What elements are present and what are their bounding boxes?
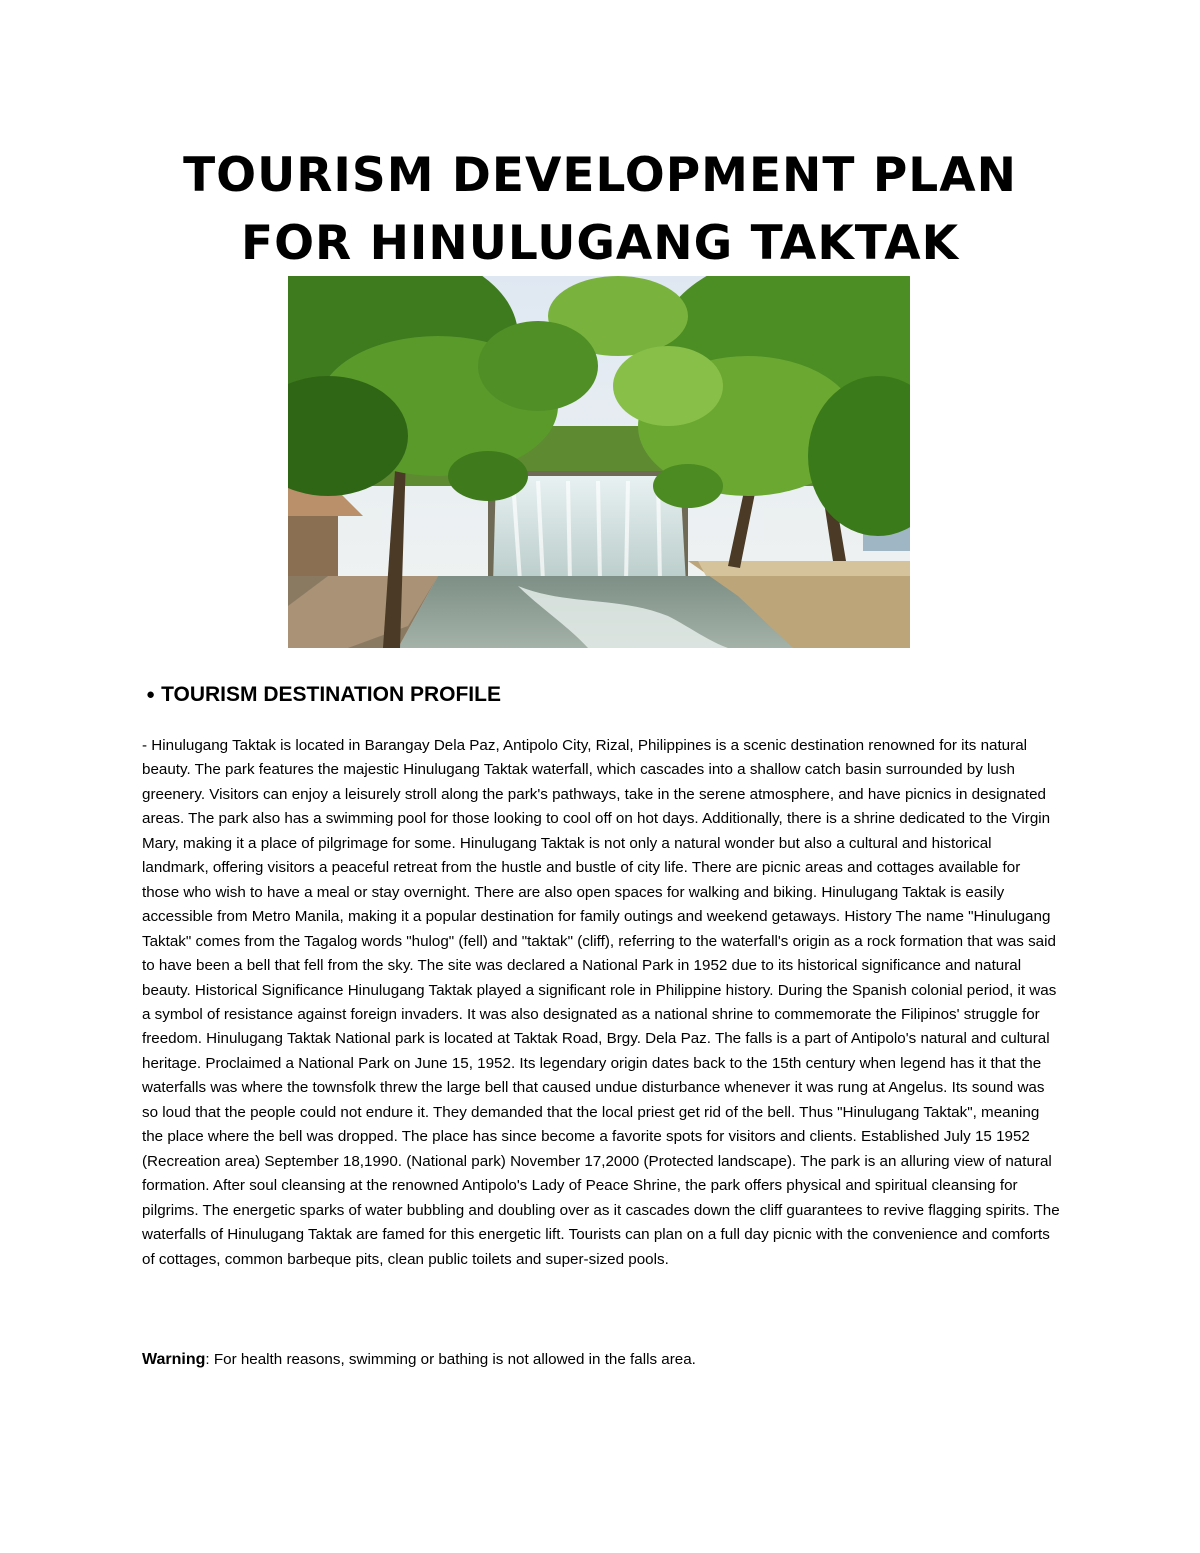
title-line-2: FOR HINULUGANG TAKTAK: [240, 216, 959, 271]
warning-note: [142, 1348, 1060, 1372]
section-heading: [146, 680, 1046, 710]
warning-label: Warning: [142, 1351, 206, 1368]
body-paragraph: - Hinulugang Taktak is located in Barangay Dela Paz, Antipolo City, Rizal, Philippines is a scenic destination renowned for its natural beauty. The park features the majestic Hinulugang Taktak waterfall, which cascades into a shallow catch basin surrounded by lush greenery. Visitors can enjoy a leisurely stroll along the park's pathways, take in the serene atmosphere, and have picnics in designated areas. The park also has a swimming pool for those looking to cool off on hot days. Additionally, there is a shrine dedicated to the Virgin Mary, making it a place of pilgrimage for some. Hinulugang Taktak is not only a natural wonder but also a cultural and historical landmark, offering visitors a peaceful retreat from the hustle and bustle of city life. There are picnic areas and cottages available for those who wish to have a meal or stay overnight. There are also open spaces for walking and biking. Hinulugang Taktak is easily accessible from Metro Manila, making it a popular destination for family outings and weekend getaways. History The name "Hinulugang Taktak" comes from the Tagalog words "hulog" (fell) and "taktak" (cliff), referring to the waterfall's origin as a rock formation that was said to have been a bell that fell from the sky. The site was declared a National Park in 1952 due to its historical significance and natural beauty. Historical Significance Hinulugang Taktak played a significant role in Philippine history. During the Spanish colonial period, it was a symbol of resistance against foreign invaders. It was also designated as a national shrine to commemorate the Filipinos' struggle for freedom. Hinulugang Taktak National park is located at Taktak Road, Brgy. Dela Paz. The falls is a part of Antipolo's natural and cultural heritage. Proclaimed a National Park on June 15, 1952. Its legendary origin dates back to the 15th century when legend has it that the waterfalls was where the townsfolk threw the large bell that caused undue disturbance whenever it was rung at Angelus. Its sound was so loud that the people could not endure it. They demanded that the local priest get rid of the bell. Thus "Hinulugang Taktak", meaning the place where the bell was dropped. The place has since become a favorite spots for visitors and clients. Established July 15 1952 (Recreation area) September 18,1990. (National park) November 17,2000 (Protected landscape). The park is an alluring view of natural formation. After soul cleansing at the renowned Antipolo's Lady of Peace Shrine, the park offers physical and spiritual cleansing for pilgrims. The energetic sparks of water bubbling and doubling over as it cascades down the cliff guarantees to revive flagging spirits. The waterfalls of Hinulugang Taktak are famed for this energetic lift. Tourists can plan on a full day picnic with the convenience and comforts of cottages, common barbeque pits, clean public toilets and super-sized pools.: [142, 737, 1060, 1268]
document-title: [100, 142, 1100, 278]
section-heading-text: TOURISM DESTINATION PROFILE: [161, 683, 501, 706]
bullet-icon: ●: [146, 686, 156, 703]
warning-text: : For health reasons, swimming or bathing is not allowed in the falls area.: [205, 1351, 696, 1368]
title-line-1: TOURISM DEVELOPMENT PLAN: [183, 148, 1017, 203]
waterfall-photo: [288, 276, 910, 648]
